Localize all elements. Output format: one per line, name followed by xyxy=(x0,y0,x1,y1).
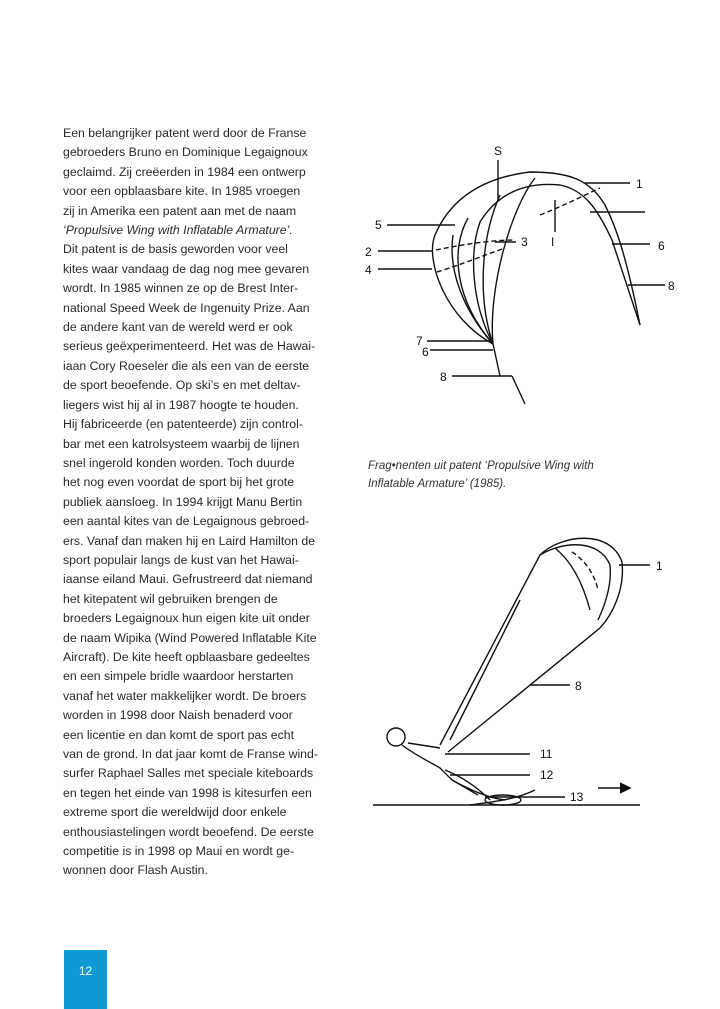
body-line: bar met een katrolsysteem waarbij de lijnen xyxy=(63,436,300,451)
body-line: voor een opblaasbare kite. In 1985 vroegen xyxy=(63,184,301,199)
body-text xyxy=(63,124,363,881)
kite-section-dashed xyxy=(572,552,598,590)
body-line: geclaimd. Zij creëerden in 1984 een ontwerp xyxy=(63,164,306,179)
figure-caption xyxy=(368,458,668,493)
body-line: een licentie en dan komt de sport pas echt xyxy=(63,727,295,742)
kite-strut xyxy=(555,548,590,610)
body-line: broeders Legaignoux hun eigen kite uit onder xyxy=(63,611,310,626)
body-line: iaan Cory Roeseler die als een van de eerste xyxy=(63,358,310,373)
label-1: 1 xyxy=(656,559,663,573)
body-line: gebroeders Bruno en Dominique Legaignoux xyxy=(63,145,308,160)
kite-line xyxy=(440,555,540,745)
page-number-tab xyxy=(64,950,107,1009)
body-line: national Speed Week de Ingenuity Prize. Aan xyxy=(63,300,310,315)
kite-canopy-inner xyxy=(540,545,610,620)
body-line: de andere kant van de wereld werd er ook xyxy=(63,320,293,335)
label-11: 11 xyxy=(540,747,553,761)
body-line: Een belangrijker patent werd door de Franse xyxy=(63,126,307,140)
label-S: S xyxy=(494,144,503,158)
body-line: Dit patent is de basis geworden voor veel xyxy=(63,242,288,257)
label-13: 13 xyxy=(570,790,584,804)
body-line: van de grond. In dat jaar komt de Franse wind- xyxy=(63,747,318,761)
body-line: de sport beoefende. Op ski’s en met deltav- xyxy=(63,378,301,393)
label-2: 2 xyxy=(365,245,372,259)
kite-section-dashed xyxy=(437,248,505,272)
body-line: surfer Raphael Salles met speciale kiteboards xyxy=(63,766,314,781)
kite-line xyxy=(612,240,640,325)
label-7: 7 xyxy=(416,334,423,348)
body-line: Aircraft). De kite heeft opblaasbare gedeeltes xyxy=(63,649,310,664)
kite-strut xyxy=(492,178,535,344)
kite-outer-edge xyxy=(432,172,640,344)
body-line: Hij fabriceerde (en patenteerde) zijn control- xyxy=(63,417,303,432)
label-6-lower: 6 xyxy=(422,345,429,359)
label-1: 1 xyxy=(636,177,643,191)
label-12: 12 xyxy=(540,768,554,782)
label-5: 5 xyxy=(375,218,382,232)
patent-figure-kitesurfer xyxy=(360,525,680,825)
body-line: sport populair langs de kust van het Hawai- xyxy=(63,552,299,567)
body-line: en een simpele bridle waardoor herstarten xyxy=(63,669,294,684)
label-I: I xyxy=(551,235,555,249)
rider-head xyxy=(387,728,405,746)
label-6: 6 xyxy=(658,239,665,253)
kite-section-dashed xyxy=(540,188,600,215)
kite-line xyxy=(450,600,520,740)
label-8: 8 xyxy=(575,679,582,693)
body-line: extreme sport die wereldwijd door enkele xyxy=(63,805,287,820)
body-line: publiek aansloeg. In 1994 krijgt Manu Bertin xyxy=(63,494,303,509)
body-line: vanaf het water makkelijker wordt. De broers xyxy=(63,688,307,703)
body-line: het nog even voordat de sport bij het grote xyxy=(63,475,295,490)
body-line: ers. Vanaf dan maken hij en Laird Hamilton de xyxy=(63,533,316,548)
body-line: serieus geëxperimenteerd. Het was de Hawai- xyxy=(63,339,316,354)
body-line: zij in Amerika een patent aan met de naam xyxy=(63,203,297,218)
label-8: 8 xyxy=(668,279,675,293)
body-line: de naam Wipika (Wind Powered Inflatable Kite xyxy=(63,630,317,645)
label-8-lower: 8 xyxy=(440,370,447,384)
body-line: enthousiastelingen wordt beoefend. De eerste xyxy=(63,824,314,839)
body-line: worden in 1998 door Naish benaderd voor xyxy=(63,708,293,723)
body-line: een aantal kites van de Legaignous gebroed- xyxy=(63,514,310,529)
body-line: competitie is in 1998 op Maui en wordt ge- xyxy=(63,844,295,859)
rider-arm xyxy=(408,743,440,748)
body-line: het kitepatent wil gebruiken brengen de xyxy=(63,591,278,606)
body-line: en tegen het einde van 1998 is kitesurfen een xyxy=(63,785,312,800)
patent-figure-kite-structure xyxy=(355,135,695,415)
label-3: 3 xyxy=(521,235,528,249)
caption-line: Frag•nenten uit patent ‘Propulsive Wing with xyxy=(368,460,594,472)
body-line: wonnen door Flash Austin. xyxy=(63,863,208,878)
body-line: kites waar vandaag de dag nog mee gevaren xyxy=(63,261,310,276)
page-number: 12 xyxy=(78,964,93,978)
caption-line: Inflatable Armature’ (1985). xyxy=(368,477,507,490)
body-line: ‘Propulsive Wing with Inflatable Armature’. xyxy=(63,223,293,238)
body-line: liegers wist hij al in 1987 hoogte te houden. xyxy=(63,397,299,412)
label-4: 4 xyxy=(365,263,372,277)
body-line: wordt. In 1985 winnen ze op de Brest Inter- xyxy=(63,281,299,296)
body-line: iaanse eiland Maui. Gefrustreerd dat niemand xyxy=(63,572,313,587)
body-line: snel ingerold konden worden. Toch duurde xyxy=(63,455,295,470)
